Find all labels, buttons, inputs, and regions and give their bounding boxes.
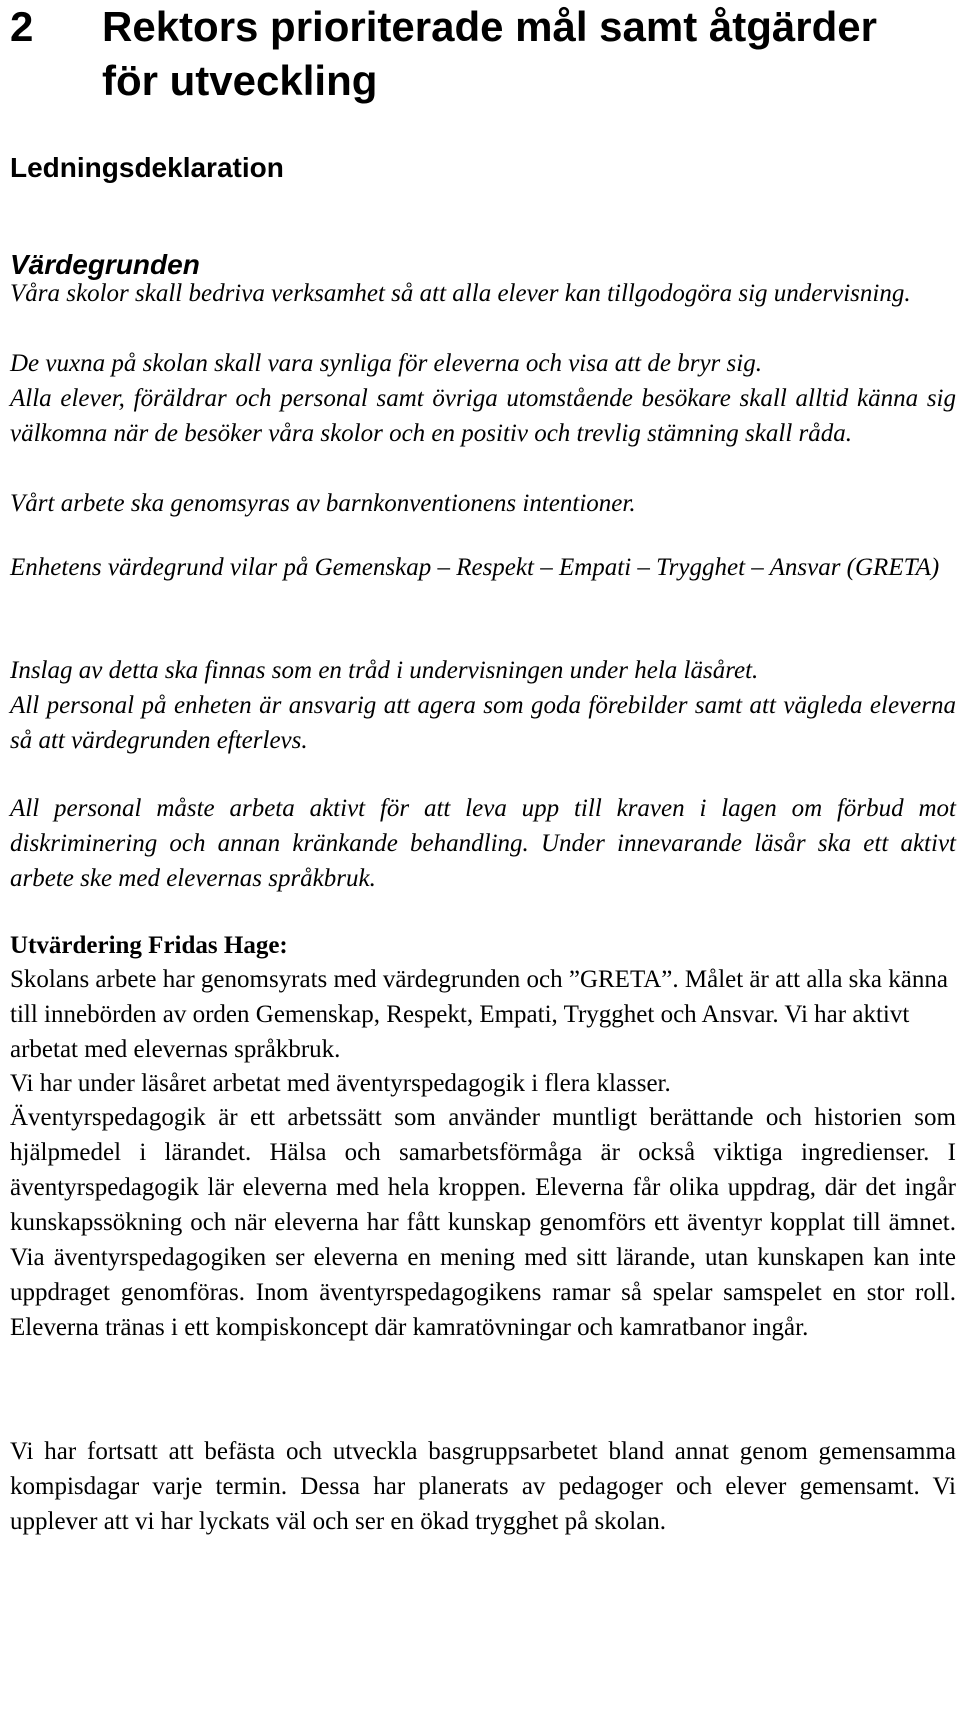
vardegrund-paragraph-1: Våra skolor skall bedriva verksamhet så att alla elever kan tillgodogöra sig undervisning. [10, 280, 911, 307]
vardegrund-paragraph-7: All personal på enheten är ansvarig att agera som goda förebilder samt att vägleda eleverna så att värdegrunden efterlevs. [10, 692, 956, 754]
evaluation-heading: Utvärdering Fridas Hage: [10, 932, 288, 959]
vardegrund-paragraph-6: Inslag av detta ska finnas som en tråd i undervisningen under hela läsåret. [10, 657, 759, 684]
vardegrund-paragraph-2: De vuxna på skolan skall vara synliga för eleverna och visa att de bryr sig. [10, 350, 762, 377]
vardegrund-paragraph-4: Vårt arbete ska genomsyras av barnkonventionens intentioner. [10, 490, 636, 517]
evaluation-paragraph-1: Skolans arbete har genomsyrats med värdegrunden och ”GRETA”. Målet är att alla ska känna till innebörden av orden Gemenskap, Respekt, Empati, Trygghet och Ansvar. Vi har aktivt arbetat med elevernas språkbruk. [10, 966, 948, 1063]
chapter-title: Rektors prioriterade mål samt åtgärder för utveckling [102, 3, 877, 104]
evaluation-paragraph-4: Vi har fortsatt att befästa och utveckla basgruppsarbetet bland annat genom gemensamma kompisdagar varje termin. Dessa har planerats av pedagoger och elever gemensamt. Vi upplever att vi har lyckats väl och ser en ökad trygghet på skolan. [10, 1438, 956, 1535]
chapter-number: 2 [10, 3, 34, 50]
evaluation-paragraph-3: Äventyrspedagogik är ett arbetssätt som använder muntligt berättande och historien som hjälpmedel i lärandet. Hälsa och samarbetsförmåga är också viktiga ingredienser. I äventyrspedagogik lär eleverna med hela kroppen. Eleverna får olika uppdrag, där det ingår kunskapssökning och när eleverna har fått kunskap genomförs ett äventyr kopplat till ämnet. Via äventyrspedagogiken ser eleverna en mening med sitt lärande, utan kunskapen kan inte uppdraget genomföras. Inom äventyrspedagogikens ramar så spelar samspelet en stor roll. Eleverna tränas i ett kompiskoncept där kamratövningar och kamratbanor ingår. [10, 1104, 956, 1341]
vardegrund-paragraph-5: Enhetens värdegrund vilar på Gemenskap – Respekt – Empati – Trygghet – Ansvar (GRETA) [10, 554, 940, 581]
vardegrund-paragraph-3: Alla elever, föräldrar och personal samt övriga utomstående besökare skall alltid känna sig välkomna när de besöker våra skolor och en positiv och trevlig stämning skall råda. [10, 385, 956, 447]
evaluation-paragraph-2: Vi har under läsåret arbetat med äventyrspedagogik i flera klasser. [10, 1070, 671, 1097]
section-heading: Ledningsdeklaration [10, 152, 284, 183]
vardegrund-paragraph-8: All personal måste arbeta aktivt för att leva upp till kraven i lagen om förbud mot diskriminering och annan kränkande behandling. Under innevarande läsår ska ett aktivt arbete ske med elevernas språkbruk. [10, 795, 956, 892]
subsection-heading: Värdegrunden [10, 249, 200, 280]
chapter-heading [10, 0, 902, 108]
